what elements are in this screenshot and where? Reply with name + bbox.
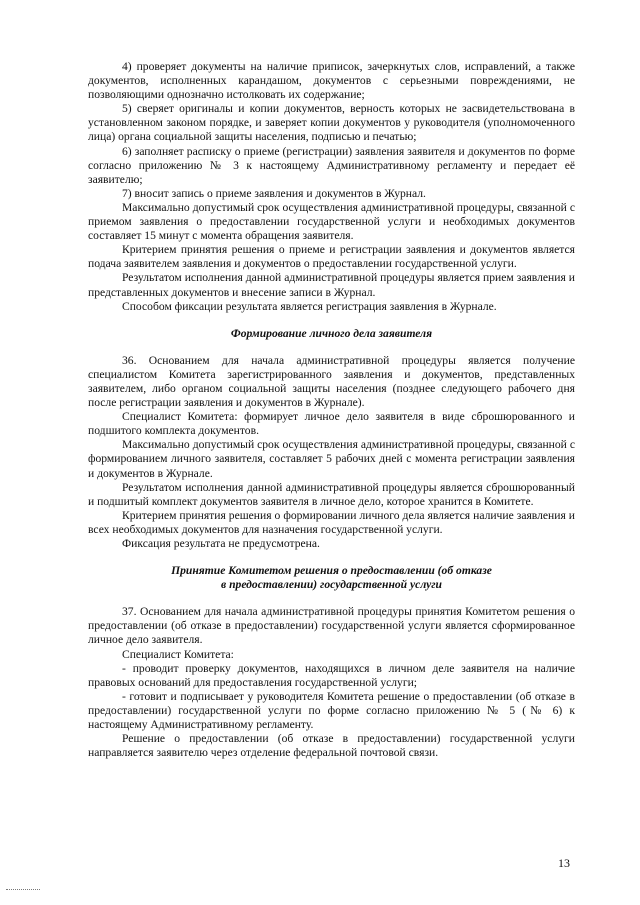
paragraph: Решение о предоставлении (об отказе в предоставлении) государственной услуги направляется заявителю через отделение федеральной почтовой связи. [88, 732, 575, 760]
section-heading: Принятие Комитетом решения о предоставлении (об отказе в предоставлении) государственной услуги [171, 564, 492, 592]
section-heading: Формирование личного дела заявителя [230, 326, 433, 340]
paragraph: Специалист Комитета: [122, 647, 234, 661]
paragraph: 4) проверяет документы на наличие приписок, зачеркнутых слов, исправлений, а также документов, исполненных карандашом, документов с серьезными повреждениями, не позволяющими однозначно истолковать их содержание; [88, 60, 575, 102]
footer-divider [6, 889, 40, 890]
paragraph: 37. Основанием для начала административной процедуры принятия Комитетом решения о предоставлении (об отказе в предоставлении) государственной услуги является сформированное личное дело заявителя. [88, 605, 575, 647]
list-item: - проводит проверку документов, находящихся в личном деле заявителя на наличие правовых оснований для предоставления государственной услуги; [88, 661, 575, 689]
paragraph: Максимально допустимый срок осуществления административной процедуры, связанной с формированием личного заявителя, составляет 5 рабочих дней с момента регистрации заявления и документов в Журнале. [88, 438, 575, 480]
paragraph: Критерием принятия решения о формировании личного дела является наличие заявления и всех необходимых документов для назначения государственной услуги. [88, 508, 575, 536]
list-item: - готовит и подписывает у руководителя Комитета решение о предоставлении (об отказе в предоставлении) государственной услуги по форме согласно приложению № 5 (№ 6) к настоящему Административному регламенту. [88, 689, 575, 732]
paragraph: Фиксация результата не предусмотрена. [122, 537, 320, 550]
paragraph: Максимально допустимый срок осуществления административной процедуры, связанной с приемом заявления о предоставлении государственной услуги и необходимых документов составляет 15 минут с момента обращения заявителя. [88, 200, 575, 243]
paragraph: 36. Основанием для начала административной процедуры является получение специалистом Комитета зарегистрированного заявления и документов, представленных заявителем, либо органом социальной защиты населения (позднее следующего рабочего дня после регистрации заявления и документов в Журнале). [88, 353, 575, 410]
paragraph: Специалист Комитета: формирует личное дело заявителя в виде сброшюрованного и подшитого комплекта документов. [88, 410, 575, 438]
page-number: 13 [558, 856, 570, 870]
paragraph: 5) сверяет оригиналы и копии документов, верность которых не засвидетельствована в установленном законом порядке, и заверяет копии документов у руководителя (уполномоченного лица) органа социальной защиты населения, подписью и печатью; [88, 102, 575, 144]
paragraph: 6) заполняет расписку о приеме (регистрации) заявления заявителя и документов по форме согласно приложению № 3 к настоящему Административному регламенту и передает её заявителю; [88, 144, 575, 186]
paragraph: Результатом исполнения данной административной процедуры является сброшюрованный и подшитый комплект документов заявителя в личное дело, которое хранится в Комитете. [88, 480, 575, 508]
paragraph: Способом фиксации результата является регистрация заявления в Журнале. [122, 299, 497, 313]
paragraph: Критерием принятия решения о приеме и регистрации заявления и документов является подача заявителем заявления и документов о предоставлении государственной услуги. [88, 243, 575, 271]
document-page [88, 60, 575, 760]
paragraph: Результатом исполнения данной административной процедуры является прием заявления и представленных документов и внесение записи в Журнал. [88, 271, 575, 299]
paragraph: 7) вносит запись о приеме заявления и документов в Журнал. [122, 186, 426, 200]
